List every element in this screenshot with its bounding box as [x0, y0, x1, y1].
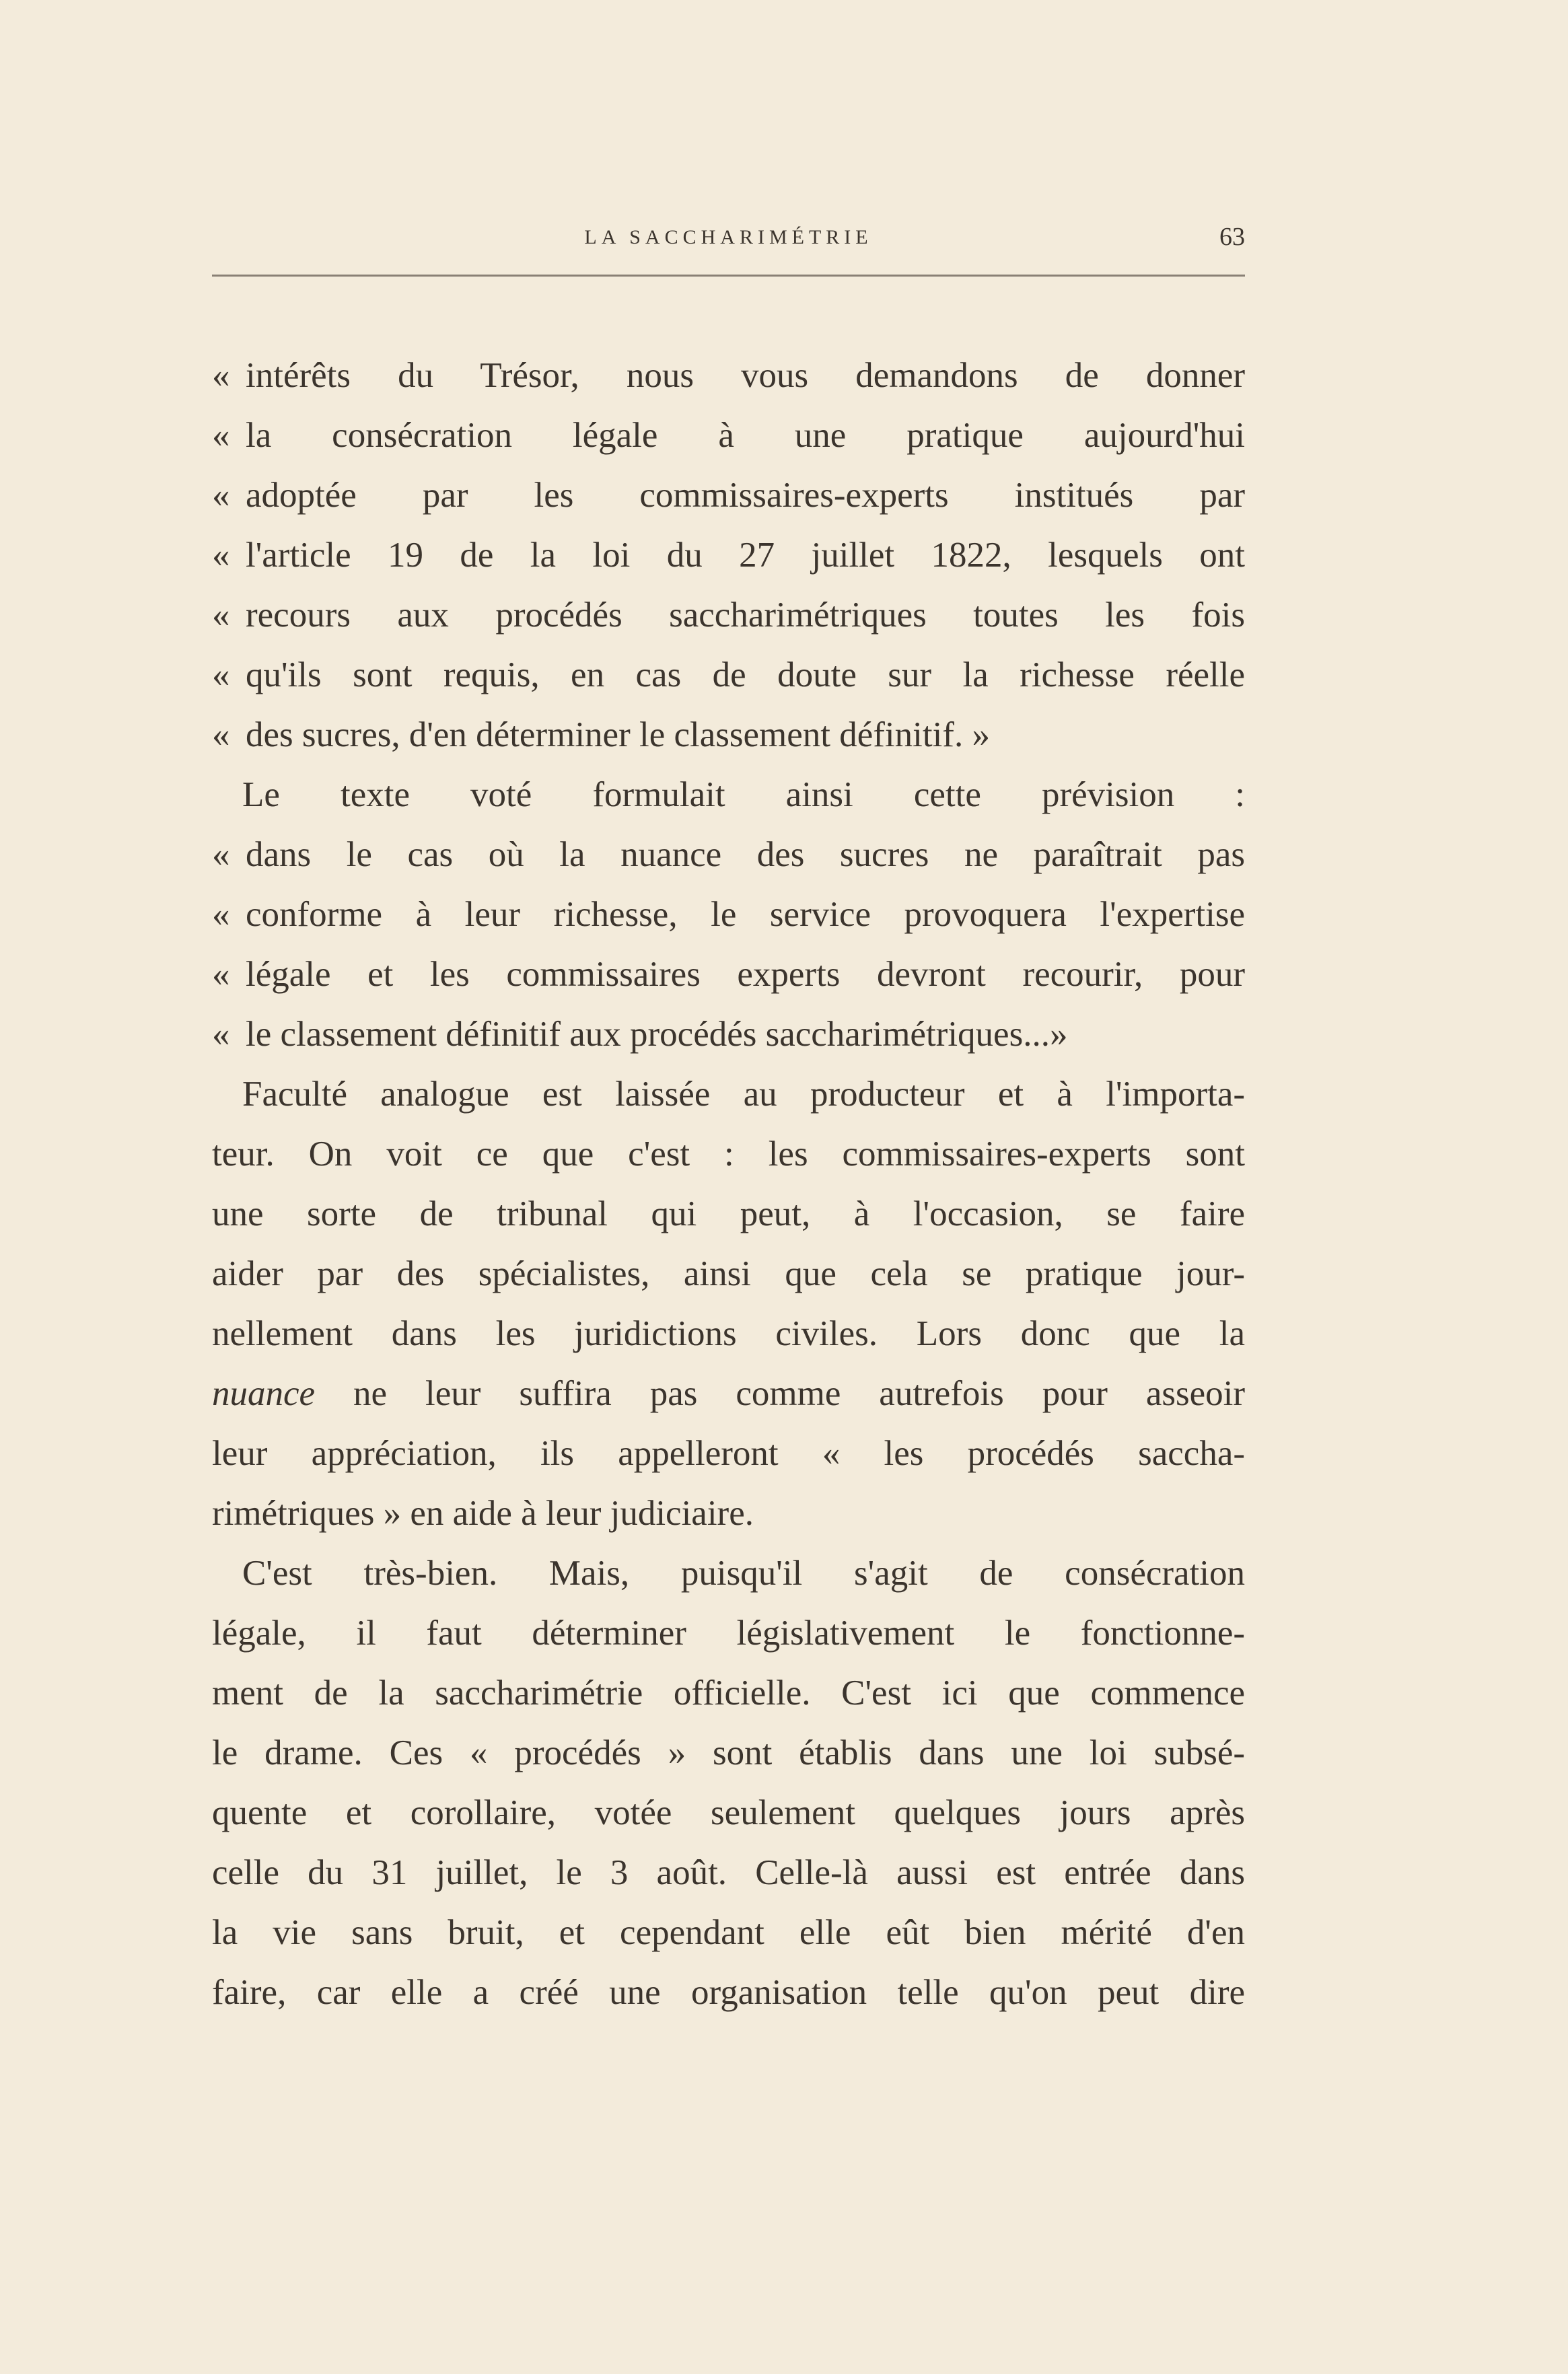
line-text: quente et corollaire, votée seulement quelques jours après	[212, 1793, 1245, 1832]
text-line	[212, 1005, 1245, 1065]
line-text: teur. On voit ce que c'est : les commissaires-experts sont	[212, 1135, 1245, 1174]
text-line	[212, 1124, 1245, 1184]
text-line	[212, 585, 1245, 645]
line-text: C'est très-bien. Mais, puisqu'il s'agit de consécration	[242, 1554, 1245, 1593]
text-line	[212, 346, 1245, 406]
text-line	[212, 1663, 1245, 1723]
text-line	[212, 1304, 1245, 1364]
text-line	[212, 1424, 1245, 1484]
running-title: LA SACCHARIMÉTRIE	[584, 226, 873, 248]
opening-guillemet: «	[212, 416, 230, 455]
header-rule	[212, 275, 1245, 277]
text-line	[212, 466, 1245, 526]
line-text: aider par des spécialistes, ainsi que cela se pratique jour-	[212, 1254, 1245, 1293]
line-text: la vie sans bruit, et cependant elle eût bien mérité d'en	[212, 1913, 1245, 1952]
opening-guillemet: «	[212, 655, 230, 694]
text-line	[212, 945, 1245, 1005]
text-line	[212, 1783, 1245, 1843]
text-line	[212, 1065, 1245, 1124]
line-text: nellement dans les juridictions civiles. Lors donc que la	[212, 1314, 1245, 1353]
line-text: des sucres, d'en déterminer le classement définitif. »	[246, 715, 990, 754]
line-text: faire, car elle a créé une organisation telle qu'on peut dire	[212, 1973, 1245, 2012]
line-text	[212, 1364, 1245, 1424]
text-line	[212, 1544, 1245, 1604]
line-text: le drame. Ces « procédés » sont établis dans une loi subsé-	[212, 1733, 1245, 1772]
line-text: une sorte de tribunal qui peut, à l'occasion, se faire	[212, 1194, 1245, 1233]
text-line	[212, 1903, 1245, 1963]
line-text: légale et les commissaires experts devront recourir, pour	[246, 955, 1245, 994]
paragraph-indent	[212, 1065, 242, 1124]
text-line	[212, 406, 1245, 466]
opening-guillemet: «	[212, 1015, 230, 1054]
line-text: rimétriques » en aide à leur judiciaire.	[212, 1494, 754, 1533]
line-rest: ne leur suffira pas comme autrefois pour asseoir	[315, 1374, 1245, 1413]
line-text: recours aux procédés saccharimétriques toutes les fois	[246, 596, 1245, 635]
text-line	[212, 705, 1245, 765]
line-text: qu'ils sont requis, en cas de doute sur la richesse réelle	[246, 655, 1245, 694]
text-line	[212, 1843, 1245, 1903]
text-line	[212, 1484, 1245, 1544]
line-text: ment de la saccharimétrie officielle. C'est ici que commence	[212, 1674, 1245, 1713]
line-text: la consécration légale à une pratique aujourd'hui	[246, 416, 1245, 455]
text-line	[212, 1604, 1245, 1663]
text-line	[212, 825, 1245, 885]
opening-guillemet: «	[212, 596, 230, 635]
page-number: 63	[1219, 223, 1245, 251]
line-text: légale, il faut déterminer législativement le fonctionne-	[212, 1614, 1245, 1653]
opening-guillemet: «	[212, 955, 230, 994]
opening-guillemet: «	[212, 715, 230, 754]
line-text: Faculté analogue est laissée au producteur et à l'importa-	[242, 1075, 1245, 1114]
text-line	[212, 1723, 1245, 1783]
paragraph-indent	[212, 1544, 242, 1604]
text-line	[212, 1963, 1245, 2023]
opening-guillemet: «	[212, 895, 230, 934]
text-line	[212, 1244, 1245, 1304]
line-text: le classement définitif aux procédés saccharimétriques...»	[246, 1015, 1068, 1054]
line-text: dans le cas où la nuance des sucres ne paraîtrait pas	[246, 835, 1245, 874]
line-text: Le texte voté formulait ainsi cette prévision :	[242, 775, 1245, 814]
line-text: intérêts du Trésor, nous vous demandons de donner	[246, 356, 1245, 395]
text-line	[212, 1364, 1245, 1424]
text-line	[212, 526, 1245, 585]
opening-guillemet: «	[212, 835, 230, 874]
italic-term: nuance	[212, 1374, 316, 1413]
line-text: adoptée par les commissaires-experts institués par	[246, 476, 1245, 515]
opening-guillemet: «	[212, 476, 230, 515]
opening-guillemet: «	[212, 536, 230, 575]
line-text: leur appréciation, ils appelleront « les procédés saccha-	[212, 1434, 1245, 1473]
text-line	[212, 1184, 1245, 1244]
text-line	[212, 645, 1245, 705]
line-text: l'article 19 de la loi du 27 juillet 1822, lesquels ont	[246, 536, 1245, 575]
body-text	[212, 346, 1245, 2023]
line-text: conforme à leur richesse, le service provoquera l'expertise	[246, 895, 1245, 934]
text-line	[212, 765, 1245, 825]
opening-guillemet: «	[212, 356, 230, 395]
line-text: celle du 31 juillet, le 3 août. Celle-là aussi est entrée dans	[212, 1853, 1245, 1892]
text-line	[212, 885, 1245, 945]
paragraph-indent	[212, 765, 242, 825]
running-header	[212, 222, 1245, 256]
